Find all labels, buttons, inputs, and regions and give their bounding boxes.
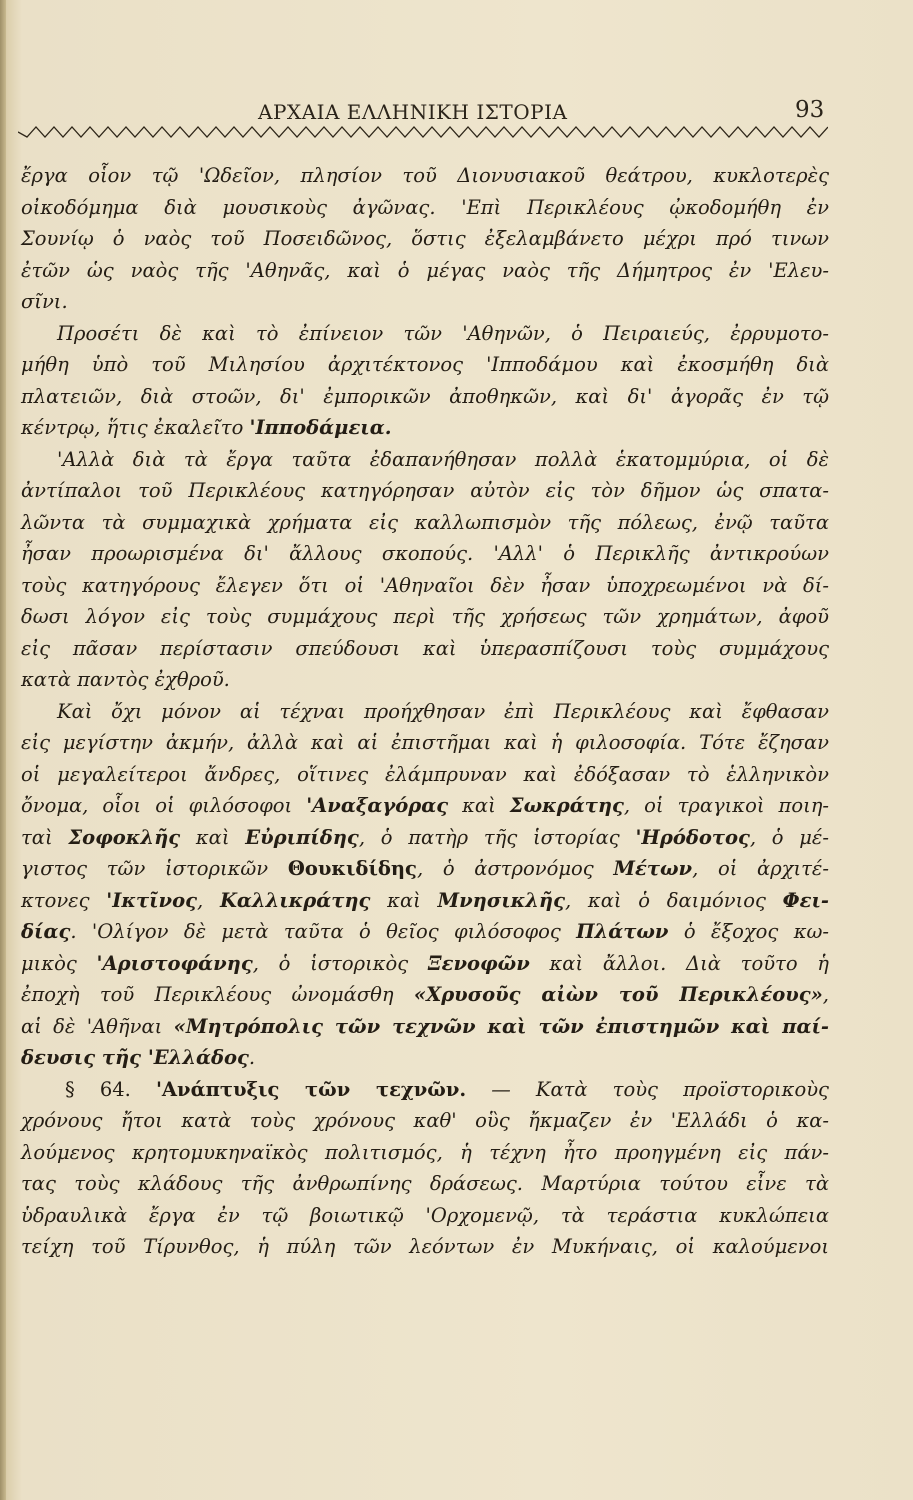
text-line: Σουνίῳ ὁ ναὸς τοῦ Ποσειδῶνος, ὅστις ἐξελαμβάνετο μέχρι πρό τινων — [21, 227, 829, 250]
text-line: σῖνι. — [21, 290, 68, 313]
bold-name: Μνησικλῆς — [437, 888, 565, 912]
text-line: ὑδραυλικὰ ἔργα ἐν τῷ βοιωτικῷ 'Ορχομενῷ, τὰ τεράστια κυκλώπεια — [21, 1203, 829, 1227]
text-span: , — [196, 888, 220, 912]
bold-name: 'Ικτῖνος — [106, 888, 197, 912]
text-line: λούμενος κρητομυκηναϊκὸς πολιτισμός, ἡ τέχνη ἦτο προηγμένη εἰς πάν- — [21, 1140, 829, 1164]
text-span: , ὁ ἱστορικὸς — [252, 951, 428, 975]
text-line — [21, 885, 829, 917]
text-line: εἰς μεγίστην ἀκμήν, ἀλλὰ καὶ αἱ ἐπιστῆμαι καὶ ἡ φιλοσοφία. Τότε ἔζησαν — [21, 731, 829, 754]
bold-name: δίας — [21, 920, 71, 943]
body-text — [21, 160, 829, 1263]
text-line: ἔργα οἷον τῷ 'Ωδεῖον, πλησίον τοῦ Διονυσιακοῦ θεάτρου, κυκλοτερὲς — [21, 164, 829, 187]
text-span: κτονες — [21, 888, 107, 912]
text-line: πλατειῶν, διὰ στοῶν, δι' ἐμπορικῶν ἀποθηκῶν, καὶ δι' ἀγορᾶς ἐν τῷ — [21, 384, 829, 408]
text-span: ὄνομα, οἷοι οἱ φιλόσοφοι — [21, 794, 307, 817]
text-span: γιστος τῶν ἱστορικῶν — [21, 857, 288, 880]
bold-name: Σοφοκλῆς — [68, 825, 181, 849]
text-line: τείχη τοῦ Τίρυνθος, ἡ πύλη τῶν λεόντων ἐν Μυκήναις, οἱ καλούμενοι — [21, 1235, 829, 1258]
bold-quote: «Χρυσοῦς αἰὼν τοῦ Περικλέους» — [413, 983, 823, 1006]
running-title: ΑΡΧΑΙΑ ΕΛΛΗΝΙΚΗ ΙΣΤΟΡΙΑ — [258, 100, 568, 124]
bold-name: Θουκιδίδης — [287, 857, 417, 880]
bold-name: Φει- — [782, 888, 829, 912]
text-line: οἱ μεγαλείτεροι ἄνδρες, οἵτινες ἐλάμπρυναν καὶ ἐδόξασαν τὸ ἑλληνικὸν — [21, 762, 829, 786]
text-line — [21, 1042, 829, 1074]
text-line: χρόνους ἤτοι κατὰ τοὺς χρόνους καθ' οὓς ἤκμαζεν ἐν 'Ελλάδι ὁ κα- — [21, 1109, 829, 1132]
text-line: μήθη ὑπὸ τοῦ Μιλησίου ἀρχιτέκτονος 'Ιπποδάμου καὶ ἐκοσμήθη διὰ — [21, 353, 829, 376]
text-span: καὶ — [180, 825, 246, 849]
text-line: ἐτῶν ὡς ναὸς τῆς 'Αθηνᾶς, καὶ ὁ μέγας ναὸς τῆς Δήμητρος ἐν 'Ελευ- — [21, 258, 829, 282]
text-line: τοὺς κατηγόρους ἔλεγεν ὅτι οἱ 'Αθηναῖοι δὲν ἦσαν ὑποχρεωμένοι νὰ δί- — [21, 573, 829, 597]
text-line: 'Αλλὰ διὰ τὰ ἔργα ταῦτα ἐδαπανήθησαν πολλὰ ἑκατομμύρια, οἱ δὲ — [57, 447, 829, 471]
text-span: ὁ ἔξοχος κω- — [668, 920, 829, 943]
bold-name: Πλάτων — [576, 920, 669, 943]
text-line: τας τοὺς κλάδους τῆς ἀνθρωπίνης δράσεως. Μαρτύρια τούτου εἶνε τὰ — [21, 1172, 829, 1195]
bold-name: Καλλικράτης — [219, 888, 371, 912]
text-line — [21, 853, 829, 885]
text-span: , ὁ μέ- — [749, 825, 829, 849]
bold-name: Ξενοφῶν — [427, 951, 530, 975]
text-line — [21, 412, 829, 444]
text-line: κατὰ παντὸς ἐχθροῦ. — [21, 668, 230, 691]
text-span: , καὶ ὁ δαιμόνιος — [564, 888, 783, 912]
bold-quote: «Μητρόπολις τῶν τεχνῶν καὶ τῶν ἐπιστημῶν καὶ παί- — [173, 1014, 829, 1038]
text-span: καὶ — [448, 794, 510, 817]
text-span: , οἱ τραγικοὶ ποιη- — [623, 794, 829, 817]
text-line — [21, 1011, 829, 1043]
text-line: ἦσαν προωρισμένα δι' ἄλλους σκοπούς. 'Αλλ' ὁ Περικλῆς ἀντικρούων — [21, 542, 829, 565]
text-line — [21, 916, 829, 948]
section-number: § 64. — [65, 1077, 156, 1101]
text-span: , — [822, 983, 829, 1006]
text-line — [21, 790, 829, 822]
text-line: ἀντίπαλοι τοῦ Περικλέους κατηγόρησαν αὐτὸν εἰς τὸν δῆμον ὡς σπατα- — [21, 479, 829, 502]
section-heading-line — [21, 1074, 829, 1106]
text-span: , ὁ πατὴρ τῆς ἱστορίας — [358, 825, 636, 849]
text-span: μικὸς — [21, 951, 97, 975]
bold-name: Σωκράτης — [509, 794, 624, 817]
text-line — [21, 948, 829, 980]
bold-name: Εὐριπίδης — [245, 825, 359, 849]
bold-term: 'Ιπποδάμεια. — [249, 416, 392, 439]
text-line: λῶντα τὰ συμμαχικὰ χρήματα εἰς καλλωπισμὸν τῆς πόλεως, ἐνῷ ταῦτα — [21, 510, 829, 534]
text-span: κέντρῳ, ἥτις ἐκαλεῖτο — [21, 416, 250, 439]
text-line — [21, 979, 829, 1011]
text-span: ταὶ — [21, 825, 69, 849]
text-span: , οἱ ἀρχιτέ- — [692, 857, 829, 880]
text-span: καὶ — [370, 888, 438, 912]
text-span: — Κατὰ τοὺς προϊστορικοὺς — [466, 1077, 829, 1101]
text-line: Προσέτι δὲ καὶ τὸ ἐπίνειον τῶν 'Αθηνῶν, ὁ Πειραιεύς, ἐρρυμοτο- — [57, 321, 829, 345]
section-title: 'Ανάπτυξις τῶν τεχνῶν. — [155, 1077, 467, 1101]
binding-gutter — [0, 0, 6, 1500]
bold-name: 'Αριστοφάνης — [96, 951, 253, 975]
text-span: αἱ δὲ 'Αθῆναι — [21, 1014, 174, 1038]
page-number: 93 — [795, 97, 825, 123]
text-span: . — [248, 1046, 256, 1069]
bold-quote: δευσις τῆς 'Ελλάδος — [21, 1046, 249, 1069]
text-span: , ὁ ἀστρονόμος — [416, 857, 614, 880]
bold-name: 'Αναξαγόρας — [306, 794, 449, 817]
wavy-rule-ornament — [18, 125, 828, 139]
text-line — [21, 822, 829, 854]
bold-name: 'Ηρόδοτος — [635, 825, 750, 849]
text-span: καὶ ἄλλοι. Διὰ τοῦτο ἡ — [529, 951, 829, 975]
bold-name: Μέτων — [613, 857, 693, 880]
text-line: Καὶ ὄχι μόνον αἱ τέχναι προήχθησαν ἐπὶ Περικλέους καὶ ἔφθασαν — [57, 699, 829, 723]
text-span: . 'Ολίγον δὲ μετὰ ταῦτα ὁ θεῖος φιλόσοφος — [70, 920, 577, 943]
text-span: ἐποχὴ τοῦ Περικλέους ὠνομάσθη — [21, 983, 414, 1006]
text-line: εἰς πᾶσαν περίστασιν σπεύδουσι καὶ ὑπερασπίζουσι τοὺς συμμάχους — [21, 636, 829, 660]
text-line: δωσι λόγον εἰς τοὺς συμμάχους περὶ τῆς χρήσεως τῶν χρημάτων, ἀφοῦ — [21, 605, 829, 628]
text-line: οἰκοδόμημα διὰ μουσικοὺς ἀγῶνας. 'Επὶ Περικλέους ᾠκοδομήθη ἐν — [21, 195, 829, 219]
